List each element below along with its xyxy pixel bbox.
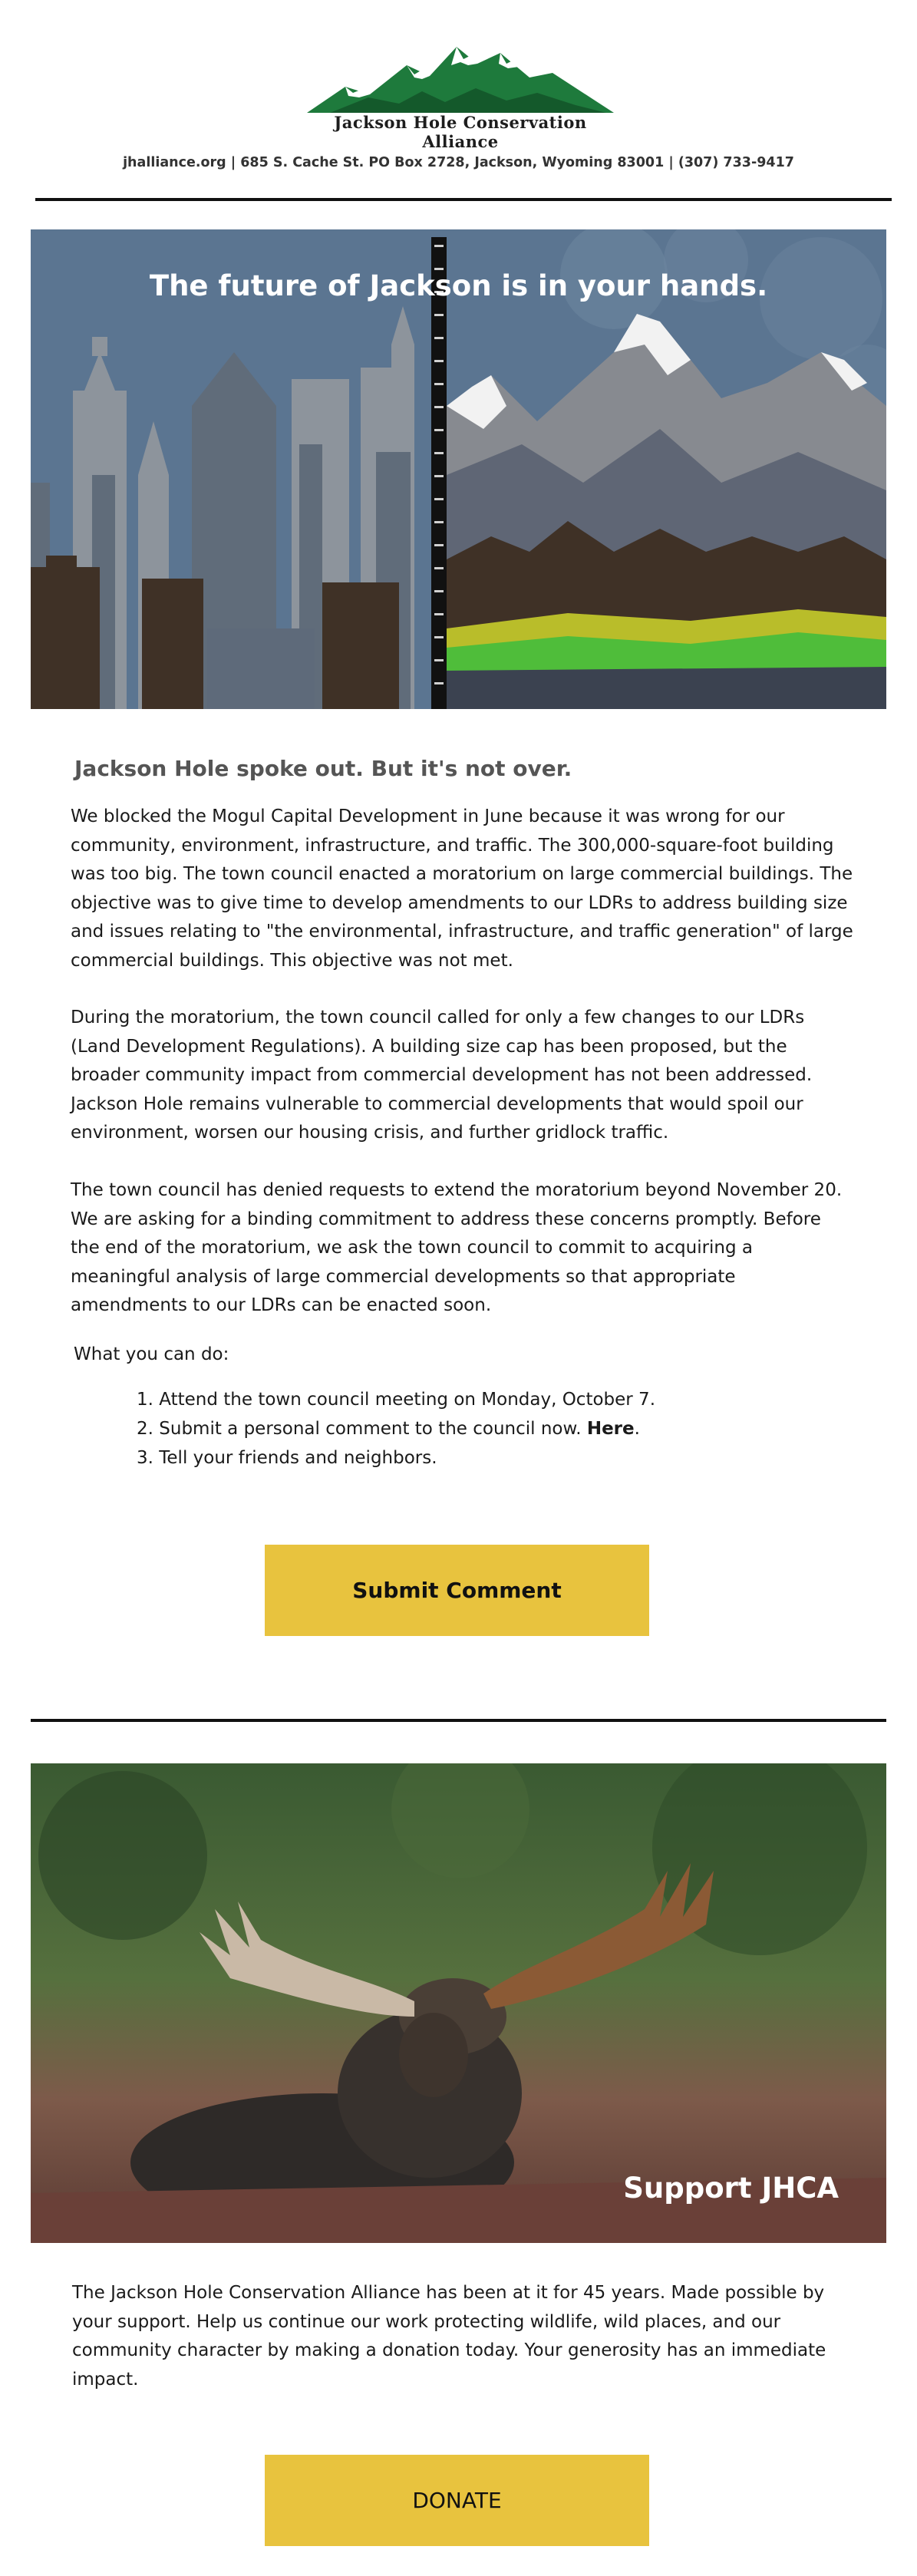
support-paragraph: The Jackson Hole Conservation Alliance has been at it for 45 years. Made possible by your support. Help us continue our work protecting wildlife, wild places, and our community character by making a donation today. Your generosity has an immediate impact. [72, 2283, 826, 2390]
divider [35, 198, 892, 201]
paragraph-3: The town council has denied requests to extend the moratorium beyond November 20. We are asking for a binding commitment to address these concerns promptly. Before the end of the moratorium, we ask the town council to commit to acquiring a meaningful analysis of large commercial developments so that appropriate amendments to our LDRs can be enacted soon. [71, 1180, 843, 1316]
list-item: 2. Submit a personal comment to the council now. Here. [137, 1419, 640, 1439]
paragraph-2: During the moratorium, the town council called for only a few changes to our LDRs (Land Development Regulations). A building size cap has been proposed, but the broader community impact from commercial development has not been addressed. Jackson Hole remains vulnerable to commercial developments that would spoil our environment, worsen our housing crisis, and further gridlock traffic. [71, 1008, 813, 1143]
list-item: 1. Attend the town council meeting on Monday, October 7. [137, 1390, 656, 1410]
org-name: Jackson Hole Conservation Alliance [334, 113, 587, 151]
hero-title: The future of Jackson is in your hands. [149, 269, 768, 302]
mountain-logo-icon [299, 42, 622, 119]
section-heading: Jackson Hole spoke out. But it's not over. [74, 756, 572, 781]
support-caption: Support JHCA [623, 2172, 839, 2205]
here-link[interactable]: Here [586, 1419, 635, 1439]
submit-comment-button[interactable]: Submit Comment [265, 1545, 649, 1636]
divider [31, 1719, 886, 1722]
donate-button[interactable]: DONATE [265, 2455, 649, 2546]
paragraph-1: We blocked the Mogul Capital Development in June because it was wrong for our community, environment, infrastructure, and traffic. The 300,000-square-foot building was too big. The town council enacted a moratorium on large commercial buildings. The objective was to give time to develop amendments to our LDRs to address building size and issues relating to "the environmental, infrastructure, and traffic generation" of large commercial buildings. This objective was not met. [71, 806, 853, 971]
contact-line: jhalliance.org | 685 S. Cache St. PO Box 2728, Jackson, Wyoming 83001 | (307) 733-9417 [123, 155, 794, 170]
what-you-can-do-label: What you can do: [74, 1344, 229, 1364]
jhca-logo[interactable] [299, 42, 622, 151]
action-list [137, 1385, 655, 1473]
hero-banner[interactable] [31, 229, 886, 709]
support-banner[interactable] [31, 1763, 886, 2243]
list-item: 3. Tell your friends and neighbors. [137, 1448, 437, 1468]
email-header [0, 0, 917, 201]
